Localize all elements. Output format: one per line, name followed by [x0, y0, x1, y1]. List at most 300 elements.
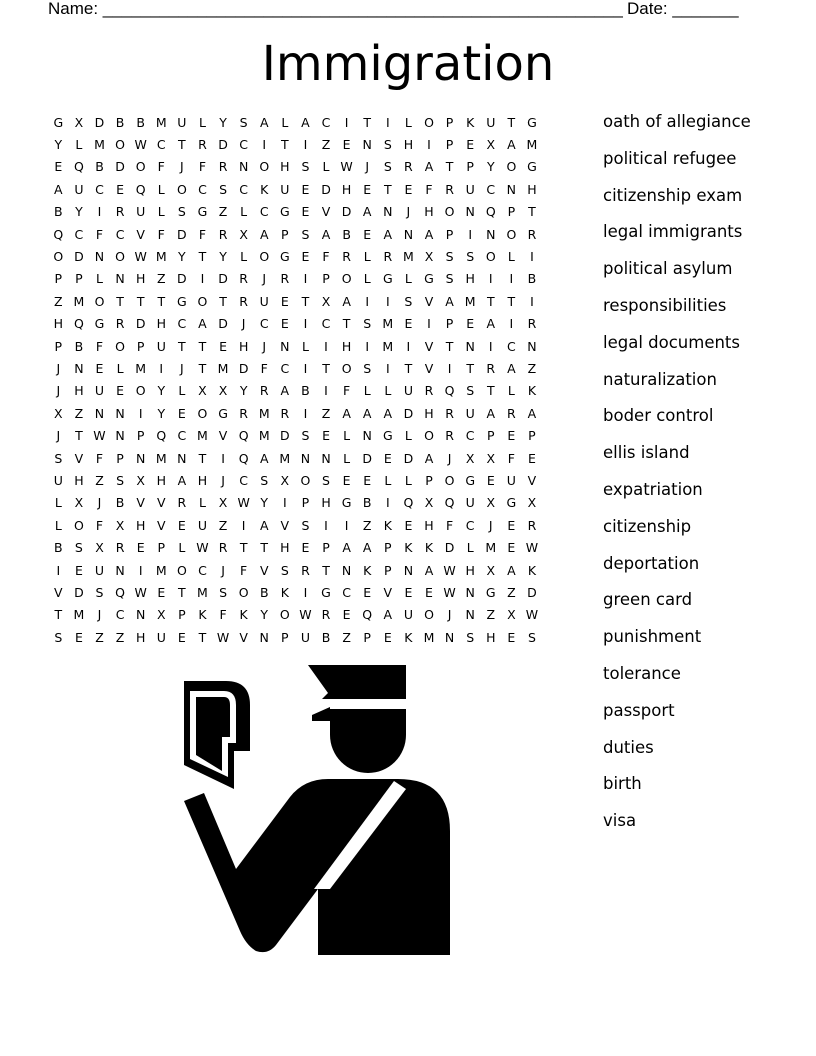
- grid-row: [48, 402, 542, 424]
- grid-letter: P: [384, 562, 392, 578]
- grid-letter: N: [115, 271, 125, 287]
- grid-letter: K: [260, 181, 269, 197]
- grid-letter: N: [403, 226, 414, 242]
- grid-letter: S: [177, 204, 186, 220]
- grid-letter: N: [177, 450, 187, 466]
- grid-letter: T: [322, 360, 330, 376]
- grid-letter: H: [238, 338, 249, 354]
- grid-letter: E: [74, 629, 83, 645]
- grid-letter: O: [444, 472, 455, 488]
- grid-letter: H: [321, 495, 331, 511]
- grid-letter: T: [75, 428, 83, 444]
- grid-letter: L: [363, 249, 371, 265]
- grid-letter: E: [301, 181, 310, 197]
- grid-letter: C: [198, 562, 207, 578]
- grid-letter: H: [486, 629, 496, 645]
- grid-letter: S: [95, 584, 104, 600]
- grid-letter: X: [486, 562, 496, 578]
- grid-letter: S: [527, 629, 536, 645]
- grid-letter: B: [74, 338, 84, 354]
- grid-letter: F: [95, 450, 104, 466]
- grid-letter: E: [507, 428, 516, 444]
- grid-letter: J: [447, 607, 452, 623]
- grid-letter: T: [157, 293, 166, 309]
- grid-letter: C: [465, 517, 475, 533]
- grid-letter: N: [465, 584, 475, 600]
- grid-letter: I: [488, 338, 493, 354]
- grid-letter: M: [382, 316, 394, 332]
- grid-letter: E: [301, 540, 310, 556]
- grid-letter: D: [135, 316, 146, 332]
- grid-letter: N: [115, 428, 125, 444]
- grid-letter: C: [342, 584, 351, 600]
- grid-letter: A: [507, 562, 516, 578]
- grid-letter: F: [322, 249, 330, 265]
- grid-letter: V: [424, 360, 434, 376]
- grid-letter: P: [445, 226, 454, 242]
- grid-letter: K: [527, 562, 537, 578]
- grid-letter: E: [342, 137, 351, 153]
- grid-letter: B: [136, 114, 145, 130]
- grid-letter: K: [527, 383, 537, 399]
- grid-letter: K: [404, 629, 413, 645]
- grid-letter: U: [300, 629, 310, 645]
- grid-letter: A: [445, 293, 454, 309]
- grid-letter: X: [465, 450, 475, 466]
- grid-letter: M: [155, 114, 167, 130]
- grid-letter: K: [198, 607, 207, 623]
- grid-row: [48, 604, 542, 626]
- grid-letter: K: [404, 540, 413, 556]
- grid-letter: N: [403, 562, 414, 578]
- grid-letter: Y: [157, 405, 166, 421]
- grid-letter: R: [259, 383, 269, 399]
- grid-letter: I: [303, 316, 308, 332]
- grid-letter: A: [362, 540, 372, 556]
- grid-letter: A: [424, 450, 434, 466]
- grid-letter: P: [445, 114, 454, 130]
- grid-row: [48, 111, 542, 133]
- grid-letter: C: [239, 472, 248, 488]
- grid-letter: T: [528, 204, 536, 220]
- grid-letter: G: [485, 584, 496, 600]
- grid-letter: D: [218, 316, 228, 332]
- grid-letter: D: [341, 204, 352, 220]
- grid-letter: E: [507, 540, 516, 556]
- grid-letter: U: [74, 181, 84, 197]
- grid-letter: L: [178, 540, 186, 556]
- grid-letter: M: [258, 405, 270, 421]
- grid-letter: X: [280, 472, 290, 488]
- page-title: Immigration: [261, 36, 555, 92]
- grid-letter: T: [239, 540, 248, 556]
- grid-letter: C: [95, 181, 104, 197]
- grid-letter: U: [486, 114, 496, 130]
- grid-letter: I: [427, 137, 431, 153]
- grid-letter: X: [74, 114, 84, 130]
- grid-letter: V: [156, 517, 166, 533]
- grid-letter: N: [115, 405, 125, 421]
- grid-letter: I: [509, 271, 514, 287]
- grid-row: [48, 357, 542, 379]
- grid-letter: Z: [321, 137, 331, 153]
- grid-letter: N: [94, 405, 105, 421]
- grid-letter: E: [404, 517, 413, 533]
- grid-letter: W: [299, 607, 312, 623]
- grid-letter: G: [177, 293, 187, 309]
- grid-letter: L: [54, 517, 62, 533]
- grid-letter: F: [219, 607, 227, 623]
- grid-letter: A: [362, 405, 372, 421]
- grid-letter: B: [54, 204, 63, 220]
- grid-letter: N: [527, 338, 537, 354]
- grid-letter: M: [382, 338, 394, 354]
- grid-letter: W: [134, 584, 147, 600]
- grid-letter: T: [301, 293, 310, 309]
- grid-letter: U: [94, 562, 105, 578]
- grid-letter: S: [54, 629, 63, 645]
- grid-letter: D: [94, 114, 105, 130]
- grid-letter: R: [321, 607, 331, 623]
- grid-row: [48, 514, 542, 536]
- grid-letter: C: [506, 338, 516, 354]
- grid-letter: P: [466, 159, 474, 175]
- grid-letter: E: [383, 629, 392, 645]
- grid-letter: H: [74, 472, 84, 488]
- grid-letter: L: [507, 249, 515, 265]
- grid-letter: K: [424, 540, 434, 556]
- grid-letter: X: [218, 495, 228, 511]
- grid-letter: L: [301, 338, 309, 354]
- grid-letter: L: [322, 159, 330, 175]
- grid-letter: L: [343, 428, 351, 444]
- grid-letter: E: [363, 472, 372, 488]
- grid-letter: X: [74, 495, 84, 511]
- grid-letter: P: [363, 629, 371, 645]
- grid-letter: E: [157, 584, 166, 600]
- grid-letter: I: [159, 360, 164, 376]
- grid-letter: W: [93, 428, 106, 444]
- grid-letter: W: [216, 629, 230, 645]
- grid-letter: C: [198, 181, 207, 197]
- grid-letter: E: [425, 584, 433, 600]
- grid-letter: R: [527, 517, 537, 533]
- grid-letter: F: [260, 360, 268, 376]
- grid-letter: E: [363, 181, 372, 197]
- grid-letter: D: [74, 584, 84, 600]
- grid-letter: D: [444, 540, 455, 556]
- grid-letter: Z: [486, 607, 496, 623]
- grid-letter: Y: [486, 159, 495, 175]
- grid-letter: C: [259, 204, 269, 220]
- grid-letter: M: [258, 428, 270, 444]
- grid-letter: L: [404, 472, 412, 488]
- grid-letter: S: [466, 249, 475, 265]
- grid-letter: I: [488, 271, 493, 287]
- grid-letter: C: [115, 607, 125, 623]
- grid-letter: I: [221, 450, 225, 466]
- grid-letter: I: [385, 114, 390, 130]
- grid-letter: R: [424, 383, 434, 399]
- grid-letter: Z: [115, 629, 125, 645]
- grid-letter: A: [383, 226, 393, 242]
- grid-letter: P: [322, 271, 330, 287]
- grid-letter: V: [239, 629, 248, 645]
- grid-letter: S: [301, 517, 310, 533]
- grid-letter: Z: [74, 405, 84, 421]
- grid-letter: X: [486, 137, 496, 153]
- grid-letter: L: [507, 383, 515, 399]
- grid-letter: I: [303, 360, 308, 376]
- grid-letter: F: [425, 181, 433, 197]
- grid-letter: C: [239, 137, 248, 153]
- grid-letter: G: [94, 316, 105, 332]
- grid-letter: T: [322, 562, 330, 578]
- grid-letter: O: [135, 159, 146, 175]
- grid-letter: U: [156, 629, 166, 645]
- word-item: tolerance: [603, 663, 681, 683]
- grid-letter: A: [54, 181, 63, 197]
- grid-letter: A: [424, 226, 434, 242]
- grid-letter: H: [424, 517, 434, 533]
- grid-letter: Q: [403, 495, 414, 511]
- grid-row: [48, 313, 542, 335]
- grid-letter: J: [180, 360, 184, 376]
- grid-letter: E: [404, 584, 413, 600]
- grid-letter: I: [427, 316, 431, 332]
- grid-row: [48, 290, 542, 312]
- grid-letter: H: [424, 405, 434, 421]
- grid-letter: X: [198, 383, 207, 399]
- grid-letter: A: [321, 226, 331, 242]
- grid-letter: H: [403, 137, 414, 153]
- grid-letter: J: [221, 472, 225, 488]
- grid-letter: V: [383, 584, 393, 600]
- grid-letter: A: [280, 383, 290, 399]
- grid-letter: C: [321, 114, 331, 130]
- grid-letter: Q: [238, 450, 249, 466]
- grid-letter: P: [486, 428, 495, 444]
- grid-letter: I: [97, 204, 102, 220]
- grid-letter: O: [115, 137, 125, 153]
- grid-letter: M: [423, 629, 435, 645]
- grid-letter: B: [321, 629, 331, 645]
- grid-letter: T: [383, 181, 392, 197]
- word-item: expatriation: [603, 479, 703, 499]
- grid-letter: N: [465, 607, 475, 623]
- grid-row: [48, 201, 542, 223]
- grid-letter: M: [464, 293, 476, 309]
- date-field-label: Date: _______: [627, 0, 739, 18]
- grid-letter: J: [406, 204, 411, 220]
- grid-letter: U: [465, 405, 475, 421]
- grid-letter: A: [342, 293, 351, 309]
- grid-letter: E: [507, 629, 516, 645]
- grid-letter: E: [507, 517, 516, 533]
- grid-letter: T: [116, 293, 124, 309]
- grid-letter: A: [177, 472, 187, 488]
- grid-row: [48, 245, 542, 267]
- grid-letter: R: [239, 405, 248, 421]
- grid-letter: I: [530, 249, 534, 265]
- grid-letter: F: [95, 226, 104, 242]
- grid-letter: D: [74, 249, 84, 265]
- grid-letter: T: [54, 607, 63, 623]
- grid-letter: O: [176, 562, 187, 578]
- grid-letter: L: [384, 472, 392, 488]
- grid-letter: Y: [178, 249, 186, 265]
- grid-letter: G: [341, 495, 352, 511]
- grid-letter: I: [138, 562, 143, 578]
- grid-letter: S: [322, 472, 330, 488]
- grid-row: [48, 223, 542, 245]
- grid-letter: S: [301, 226, 310, 242]
- grid-letter: A: [342, 405, 351, 421]
- word-item: citizenship: [603, 516, 692, 536]
- grid-letter: T: [136, 293, 145, 309]
- grid-letter: T: [198, 360, 207, 376]
- grid-letter: E: [136, 540, 145, 556]
- grid-letter: Q: [238, 428, 249, 444]
- head-shape: [330, 709, 406, 773]
- grid-letter: U: [177, 114, 187, 130]
- word-item: citizenship exam: [603, 185, 743, 205]
- grid-letter: Z: [507, 584, 516, 600]
- grid-letter: I: [385, 360, 390, 376]
- grid-letter: H: [341, 181, 352, 197]
- grid-letter: V: [54, 584, 63, 600]
- grid-letter: I: [344, 114, 349, 130]
- grid-letter: J: [241, 316, 246, 332]
- grid-letter: S: [363, 316, 372, 332]
- grid-letter: X: [486, 450, 496, 466]
- grid-letter: G: [197, 204, 208, 220]
- grid-letter: E: [280, 316, 289, 332]
- grid-letter: H: [280, 159, 290, 175]
- grid-letter: D: [238, 360, 249, 376]
- grid-letter: E: [301, 249, 310, 265]
- grid-letter: P: [54, 271, 63, 287]
- grid-letter: U: [465, 181, 475, 197]
- grid-letter: T: [198, 450, 207, 466]
- grid-letter: D: [115, 159, 125, 175]
- grid-letter: T: [198, 249, 207, 265]
- grid-letter: U: [280, 181, 290, 197]
- grid-letter: D: [177, 226, 187, 242]
- word-item: political refugee: [603, 148, 737, 168]
- grid-letter: L: [75, 137, 83, 153]
- grid-letter: U: [156, 338, 166, 354]
- grid-letter: I: [303, 405, 308, 421]
- grid-letter: M: [197, 584, 208, 600]
- letter-grid: [48, 111, 542, 648]
- grid-letter: R: [218, 540, 228, 556]
- grid-letter: D: [321, 181, 331, 197]
- grid-letter: T: [178, 338, 186, 354]
- grid-letter: C: [177, 428, 187, 444]
- grid-letter: D: [218, 137, 228, 153]
- grid-letter: U: [94, 383, 105, 399]
- grid-letter: N: [135, 607, 146, 623]
- header: [48, 0, 748, 20]
- grid-letter: E: [342, 472, 351, 488]
- grid-letter: J: [221, 562, 225, 578]
- grid-row: [48, 335, 542, 357]
- grid-letter: W: [134, 249, 147, 265]
- grid-letter: N: [506, 181, 517, 197]
- grid-letter: M: [217, 360, 229, 376]
- grid-letter: Y: [239, 383, 248, 399]
- grid-letter: I: [324, 383, 328, 399]
- grid-letter: D: [177, 271, 187, 287]
- grid-letter: A: [424, 159, 434, 175]
- word-item: political asylum: [603, 259, 733, 279]
- grid-letter: I: [138, 405, 143, 421]
- grid-letter: O: [506, 226, 517, 242]
- grid-letter: O: [176, 181, 187, 197]
- grid-letter: E: [322, 428, 330, 444]
- grid-letter: M: [402, 249, 414, 265]
- grid-letter: V: [136, 495, 145, 511]
- grid-letter: S: [239, 114, 248, 130]
- grid-letter: Z: [342, 629, 351, 645]
- grid-letter: J: [56, 383, 61, 399]
- grid-letter: O: [444, 204, 455, 220]
- grid-row: [48, 469, 542, 491]
- grid-letter: T: [507, 114, 516, 130]
- grid-letter: T: [466, 360, 474, 376]
- grid-letter: T: [445, 159, 454, 175]
- grid-letter: C: [321, 316, 331, 332]
- grid-letter: S: [280, 562, 289, 578]
- grid-letter: L: [116, 360, 124, 376]
- grid-letter: L: [404, 114, 412, 130]
- grid-letter: R: [280, 271, 290, 287]
- grid-letter: M: [526, 137, 538, 153]
- grid-letter: Z: [156, 271, 166, 287]
- grid-letter: G: [321, 584, 331, 600]
- grid-letter: F: [445, 517, 454, 533]
- grid-letter: A: [342, 540, 351, 556]
- grid-letter: G: [382, 271, 393, 287]
- grid-letter: Z: [362, 517, 372, 533]
- grid-letter: V: [218, 428, 228, 444]
- grid-letter: F: [240, 562, 248, 578]
- grid-letter: E: [363, 226, 372, 242]
- grid-letter: T: [178, 584, 186, 600]
- grid-letter: A: [486, 316, 496, 332]
- word-item: punishment: [603, 627, 702, 647]
- grid-letter: T: [404, 360, 413, 376]
- grid-letter: N: [238, 159, 249, 175]
- grid-letter: R: [445, 428, 454, 444]
- grid-letter: H: [156, 472, 166, 488]
- grid-letter: S: [404, 293, 413, 309]
- grid-letter: R: [115, 540, 125, 556]
- grid-letter: Q: [73, 316, 84, 332]
- grid-letter: F: [198, 159, 207, 175]
- grid-row: [48, 492, 542, 514]
- grid-letter: E: [74, 562, 83, 578]
- grid-letter: W: [237, 495, 250, 511]
- grid-letter: N: [259, 629, 269, 645]
- grid-letter: X: [156, 607, 166, 623]
- grid-letter: O: [115, 249, 125, 265]
- grid-letter: M: [73, 607, 85, 623]
- grid-letter: L: [281, 114, 289, 130]
- grid-letter: Y: [54, 137, 63, 153]
- grid-letter: N: [135, 450, 146, 466]
